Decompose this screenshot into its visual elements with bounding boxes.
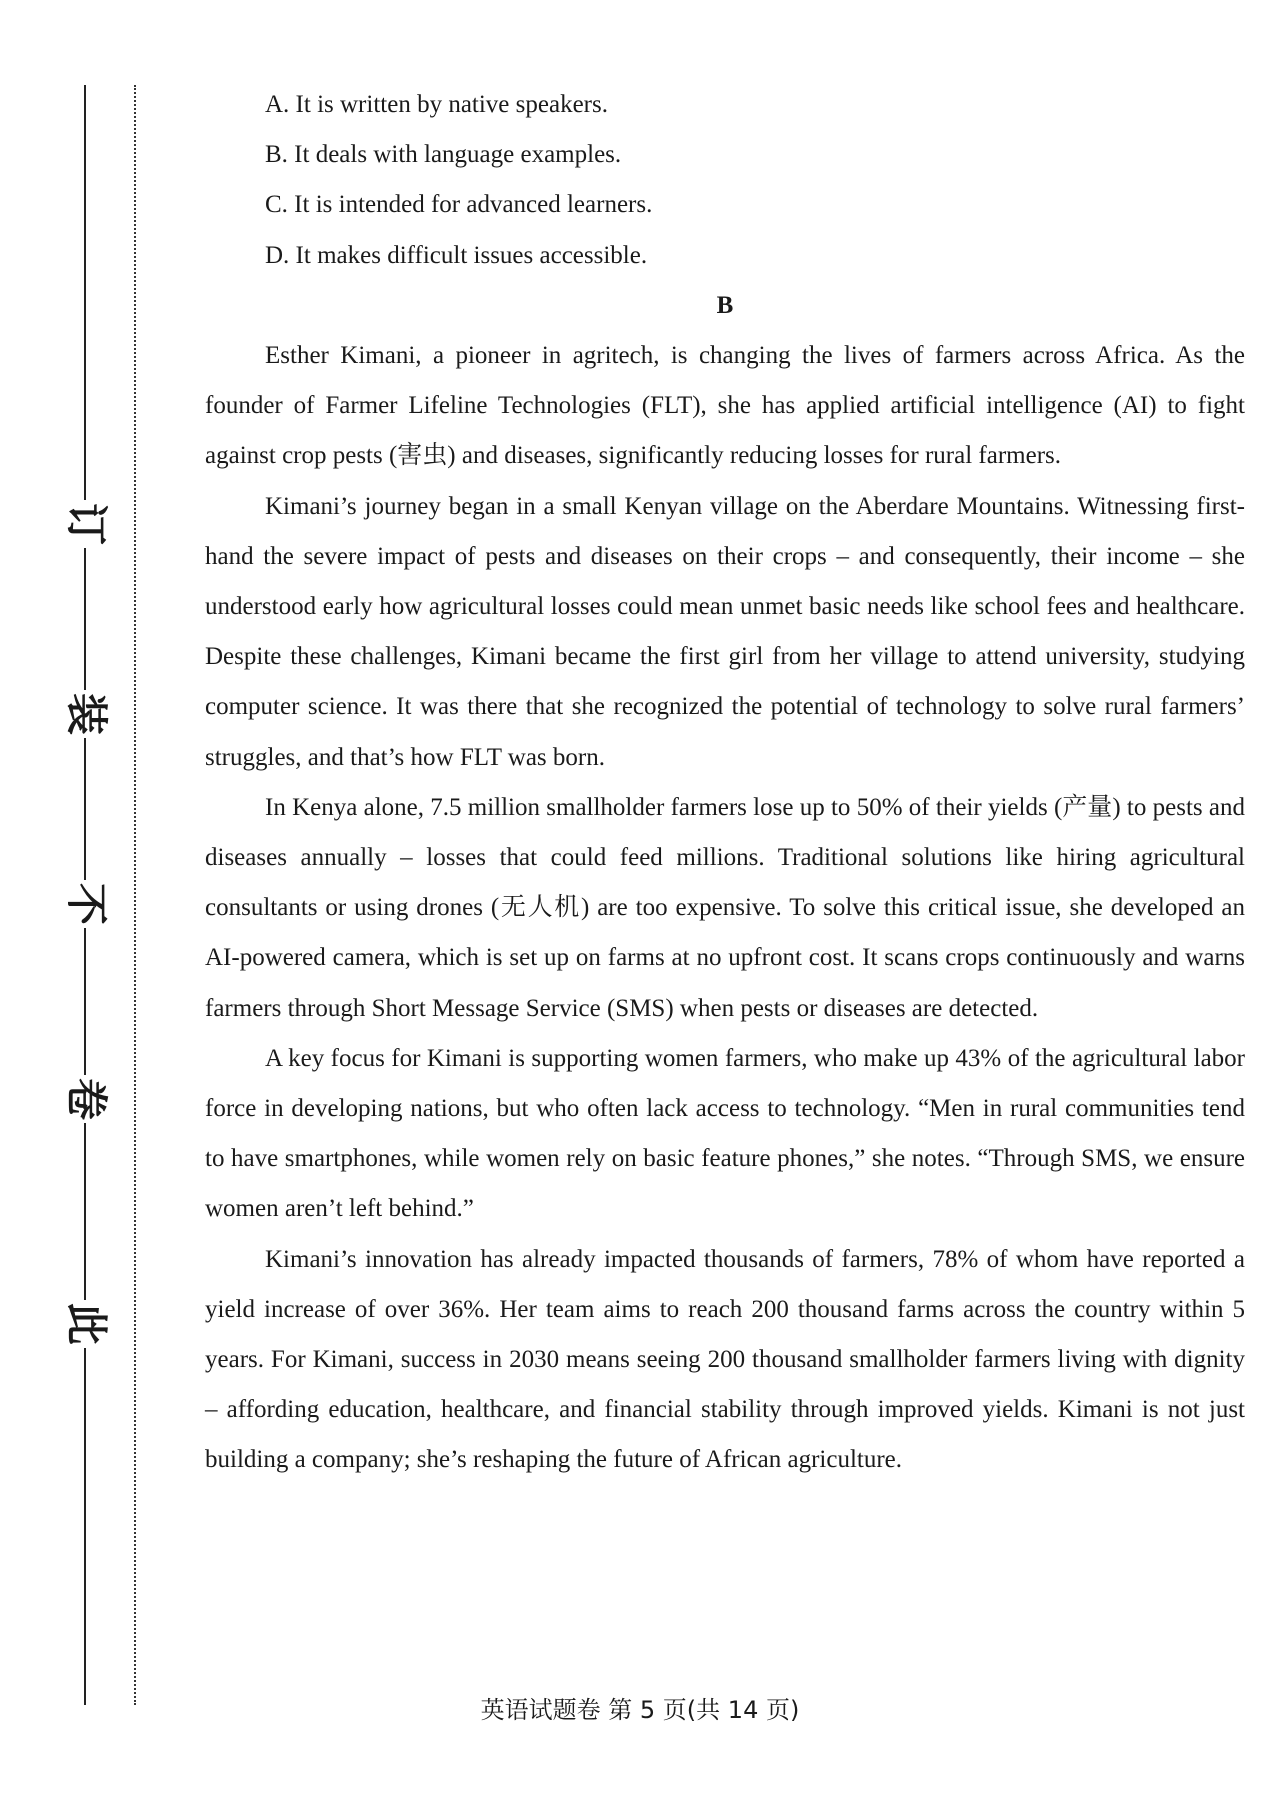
binding-char-zhuang: 装 bbox=[62, 690, 110, 738]
page-footer: 英语试题卷 第 5 页(共 14 页) bbox=[480, 1696, 800, 1724]
option-c: C. It is intended for advanced learners. bbox=[265, 191, 653, 219]
question-content bbox=[205, 80, 1245, 1486]
passage-paragraph-2: Kimani’s journey began in a small Kenyan village on the Aberdare Mountains. Witnessing first-hand the severe impact of pests and diseases on their crops – and consequently, their income – she understood early how agricultural losses could mean unmet basic needs like school fees and healthcare. Despite these challenges, Kimani became the first girl from her village to attend university, studying computer science. It was there that she recognized the potential of technology to solve rural farmers’ struggles, and that’s how FLT was born. bbox=[205, 492, 1245, 771]
binding-char-ding: 订 bbox=[62, 500, 110, 548]
binding-dotted-line bbox=[134, 85, 136, 1705]
passage-paragraph-3: In Kenya alone, 7.5 million smallholder farmers lose up to 50% of their yields (产量) to pests and diseases annually – losses that could feed millions. Traditional solutions like hiring agricultural consultants or using drones (无人机) are too expensive. To solve this critical issue, she developed an AI-powered camera, which is set up on farms at no upfront cost. It scans crops continuously and warns farmers through Short Message Service (SMS) when pests or diseases are detected. bbox=[205, 793, 1245, 1022]
passage-paragraph-4: A key focus for Kimani is supporting women farmers, who make up 43% of the agricultural labor force in developing nations, but who often lack access to technology. “Men in rural communities tend to have smartphones, while women rely on basic feature phones,” she notes. “Through SMS, we ensure women aren’t left behind.” bbox=[205, 1044, 1245, 1223]
binding-margin bbox=[0, 0, 140, 1810]
passage-paragraph-5: Kimani’s innovation has already impacted thousands of farmers, 78% of whom have reported a yield increase of over 36%. Her team aims to reach 200 thousand farms across the country within 5 years. For Kimani, success in 2030 means seeing 200 thousand smallholder farmers living with dignity – affording education, healthcare, and financial stability through improved yields. Kimani is not just building a company; she’s reshaping the future of African agriculture. bbox=[205, 1245, 1245, 1474]
option-a: A. It is written by native speakers. bbox=[265, 91, 608, 118]
binding-char-juan: 卷 bbox=[62, 1075, 110, 1123]
passage-paragraph-1: Esther Kimani, a pioneer in agritech, is changing the lives of farmers across Africa. As the founder of Farmer Lifeline Technologies (FLT), she has applied artificial intelligence (AI) to fight against crop pests (害虫) and diseases, significantly reducing losses for rural farmers. bbox=[205, 342, 1245, 470]
section-label: B bbox=[716, 291, 734, 319]
binding-char-ci: 此 bbox=[62, 1300, 110, 1348]
binding-char-bu: 不 bbox=[62, 880, 110, 928]
option-b: B. It deals with language examples. bbox=[265, 141, 622, 169]
option-d: D. It makes difficult issues accessible. bbox=[265, 241, 648, 269]
